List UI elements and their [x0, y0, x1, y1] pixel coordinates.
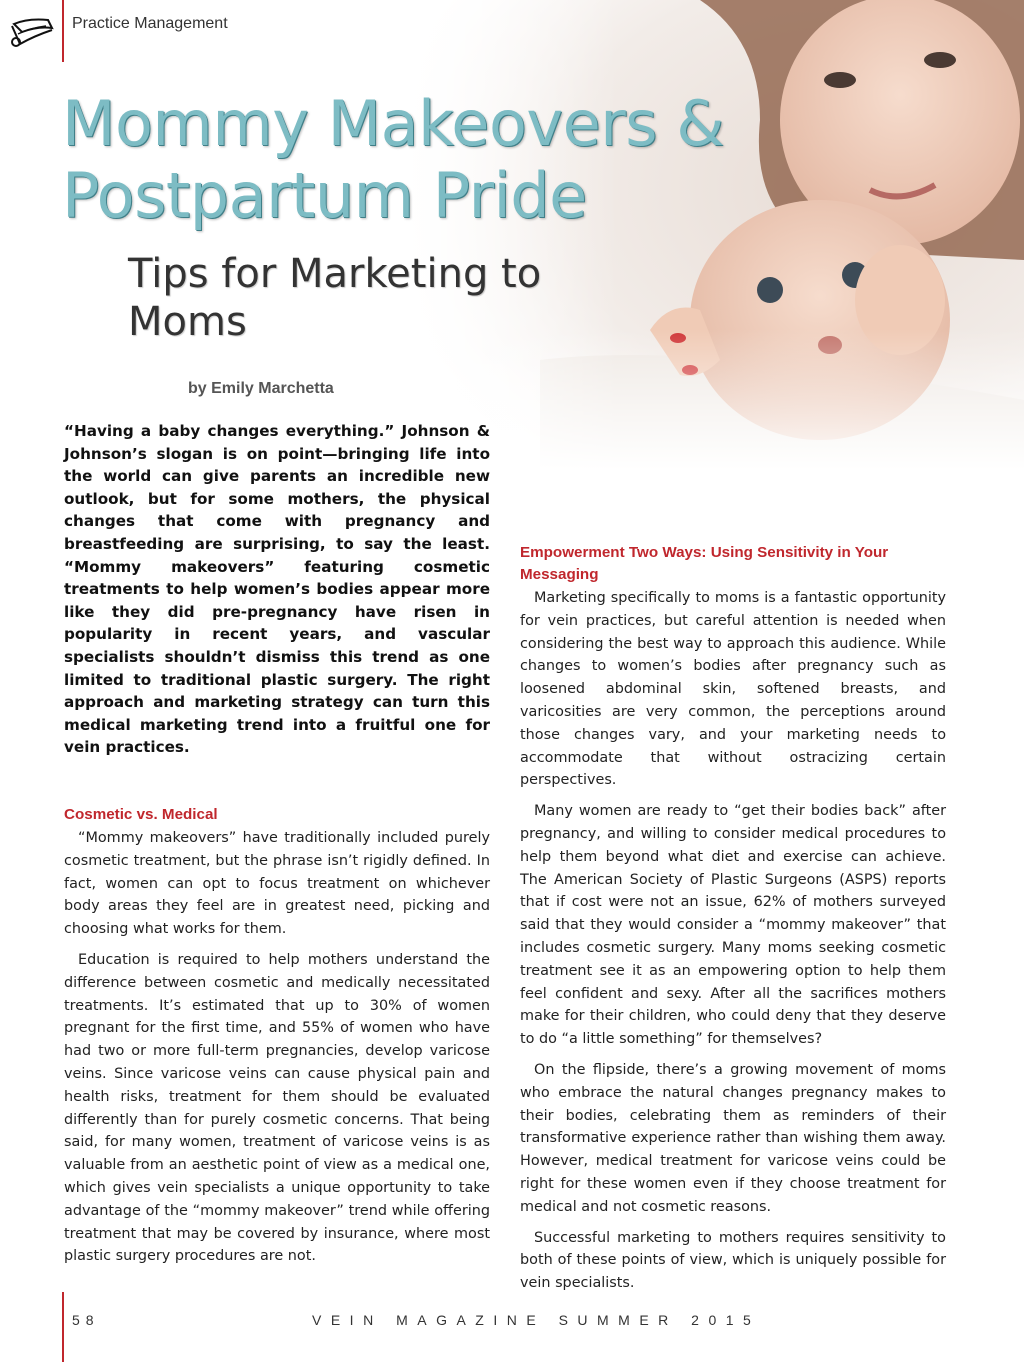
hero-illustration	[400, 0, 1024, 470]
right-column-heading: Empowerment Two Ways: Using Sensitivity in Your Messaging	[520, 544, 889, 583]
body-paragraph: Many women are ready to “get their bodies back” after pregnancy, and willing to consider medical procedures to help them beyond what diet and exercise can achieve. The American Society of Plastic Surgeons (ASPS) reports that if cost were not an issue, 62% of mothers surveyed said that they would consider a “mommy makeover” that includes cosmetic surgery. Many moms seeking cosmetic treatment see it as an empowering option to help them feel confident and sexy. After all the sacrifices mothers make for their children, who could deny that they deserve to do “a little something” for themselves?	[520, 803, 946, 1048]
section-label: Practice Management	[72, 15, 228, 32]
body-paragraph: “Mommy makeovers” have traditionally included purely cosmetic treatment, but the phrase isn’t rigidly defined. In fact, women can opt to focus treatment on whichever body areas they feel are in greatest need, picking and choosing what works for them.	[64, 830, 490, 938]
body-paragraph: Successful marketing to mothers requires sensitivity to both of these points of view, which is uniquely possible for vein specialists.	[520, 1229, 946, 1292]
left-column	[64, 804, 490, 1276]
header-divider	[62, 0, 64, 62]
left-column-heading: Cosmetic vs. Medical	[64, 806, 218, 823]
body-paragraph: Marketing specifically to moms is a fantastic opportunity for vein practices, but careful attention is needed when considering the best way to approach this audience. While changes to women’s bodies after pregnancy such as loosened abdominal skin, softened breasts, and varicosities are very common, the perceptions around those changes vary, and your marketing needs to accommodate that without ostracizing certain perspectives.	[520, 590, 946, 789]
article-title: Mommy Makeovers & Postpartum Pride	[62, 87, 725, 232]
body-paragraph: Education is required to help mothers understand the difference between cosmetic and medically necessitated treatments. It’s estimated that up to 30% of women pregnant for the first time, and 55% of women who have had two or more full-term pregnancies, develop varicose veins. Since varicose veins can cause physical pain and health risks, treatment for them should be evaluated differently than for purely cosmetic concerns. That being said, for many women, treatment of varicose veins is as valuable from an aesthetic point of view as a medical one, which gives vein specialists a unique opportunity to take advantage of the “mommy makeover” trend while offering treatment that may be covered by insurance, where most plastic surgery procedures are not.	[64, 951, 490, 1265]
article-subtitle: Tips for Marketing to Moms	[128, 251, 542, 345]
lede-paragraph: “Having a baby changes everything.” Johnson & Johnson’s slogan is on point—bringing life into the world can give parents an incredible new outlook, but for some mothers, the physical changes that come with pregnancy and breastfeeding are surprising, to say the least. “Mommy makeovers” featuring cosmetic treatments to help women’s bodies appear more like they did pre-pregnancy have risen in popularity in recent years, and vascular specialists shouldn’t dismiss this trend as one limited to traditional plastic surgery. The right approach and marketing strategy can turn this medical marketing trend into a fruitful one for vein practices.	[64, 422, 490, 757]
footer-divider	[62, 1292, 64, 1362]
publication-footer: VEIN MAGAZINE SUMMER 2015	[312, 1312, 761, 1328]
page-number: 58	[72, 1312, 100, 1328]
right-column	[520, 542, 946, 1303]
magazine-logo-icon	[8, 14, 56, 50]
hero-photo-mother-baby	[400, 0, 1024, 470]
byline: by Emily Marchetta	[188, 380, 334, 397]
body-paragraph: On the flipside, there’s a growing movement of moms who embrace the natural changes pregnancy makes to their bodies, celebrating them as reminders of their transformative experience rather than wishing them away. However, medical treatment for varicose veins could be right for these women even if they choose treatment for medical and not cosmetic reasons.	[520, 1061, 946, 1215]
